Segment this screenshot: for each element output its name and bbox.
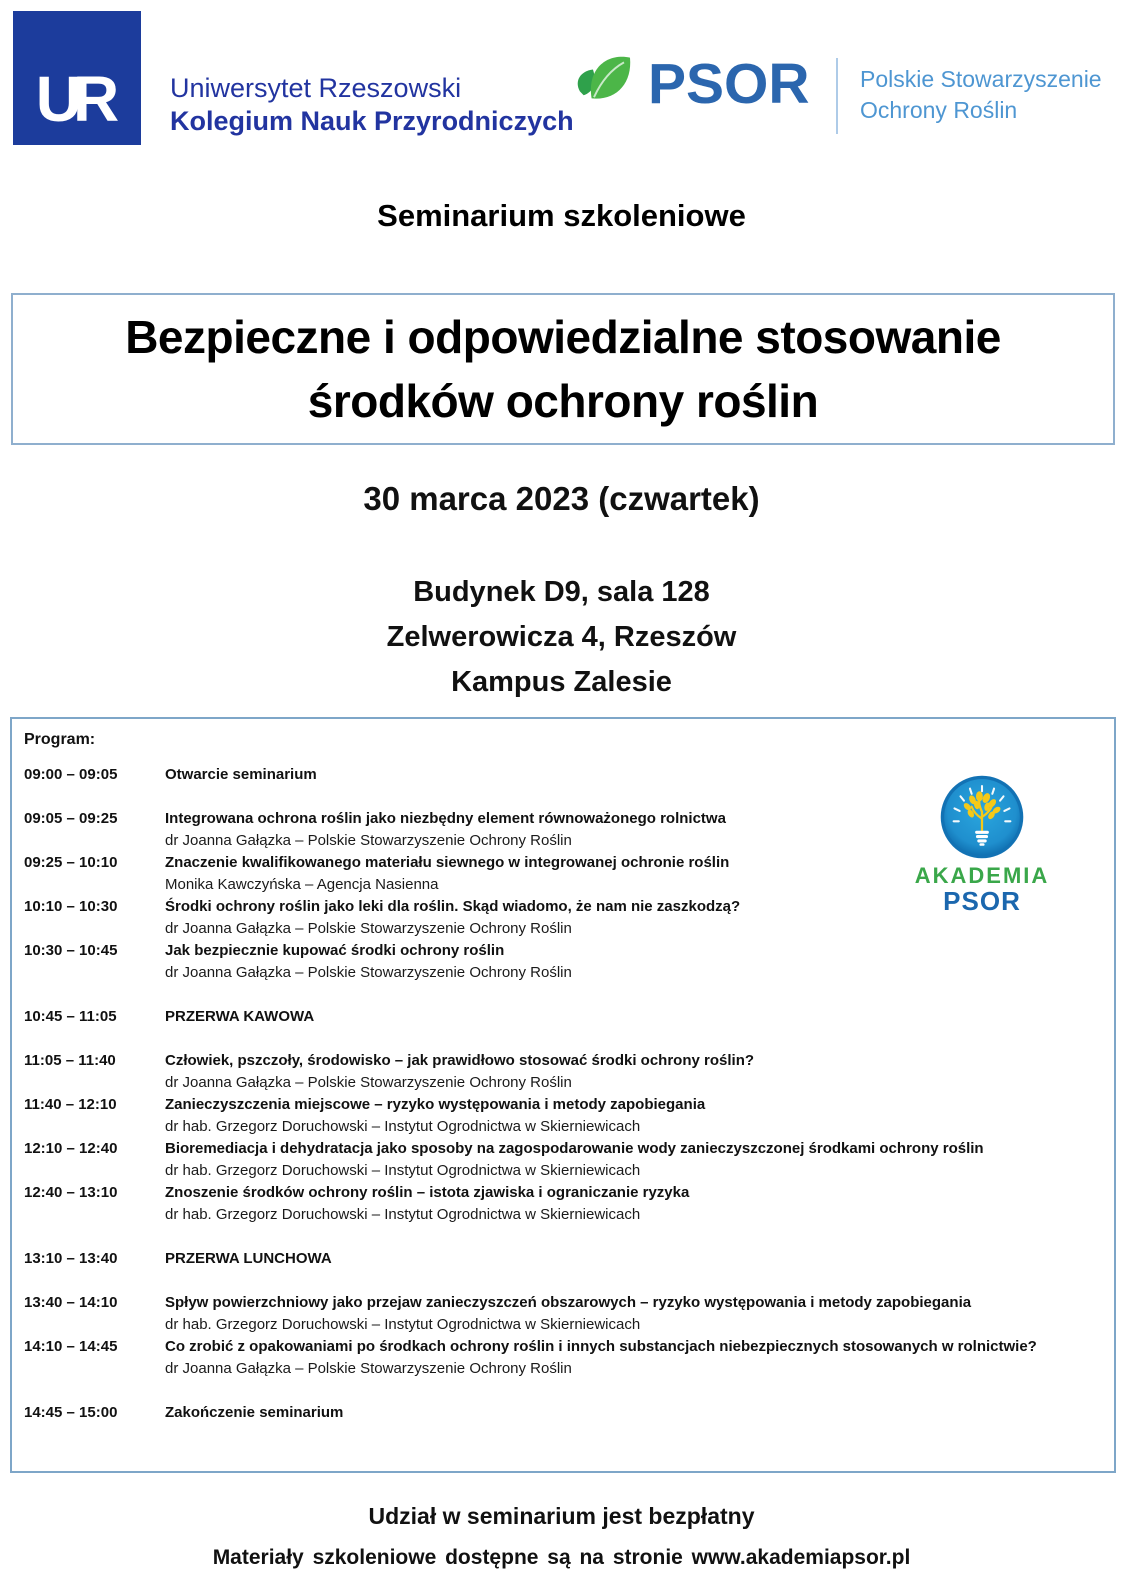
program-item — [24, 1292, 1106, 1336]
program-item-title: Znoszenie środków ochrony roślin – istota zjawiska i ograniczanie ryzyka — [165, 1184, 690, 1201]
program-item — [24, 1182, 1106, 1226]
location-building: Budynek D9, sala 128 — [413, 576, 710, 608]
program-item-time: 09:00 – 09:05 — [24, 766, 118, 783]
seminar-title: Bezpieczne i odpowiedzialne stosowanie środków ochrony roślin — [125, 311, 1001, 427]
program-item-speaker: dr Joanna Gałązka – Polskie Stowarzyszenie Ochrony Roślin — [165, 1074, 572, 1091]
program-item-title: Znaczenie kwalifikowanego materiału siewnego w integrowanej ochronie roślin — [165, 854, 730, 871]
psor-wordmark: PSOR — [648, 52, 810, 116]
program-item-speaker: dr hab. Grzegorz Doruchowski – Instytut Ogrodnictwa w Skierniewicach — [165, 1316, 641, 1333]
program-item-speaker: dr hab. Grzegorz Doruchowski – Instytut Ogrodnictwa w Skierniewicach — [165, 1206, 641, 1223]
program-item — [24, 1138, 1106, 1182]
program-item-speaker: dr Joanna Gałązka – Polskie Stowarzyszenie Ochrony Roślin — [165, 832, 572, 849]
program-item-time: 10:10 – 10:30 — [24, 898, 118, 915]
akademia-wordmark: AKADEMIA — [914, 863, 1050, 888]
program-item-time: 11:40 – 12:10 — [24, 1096, 117, 1113]
program-item-title: Co zrobić z opakowaniami po środkach ochrony roślin i innych substancjach niebezpiecznych stosowanych w rolnictwie? — [165, 1338, 1037, 1355]
program-item-time: 09:25 – 10:10 — [24, 854, 118, 871]
university-name: Uniwersytet Rzeszowski — [170, 73, 462, 103]
program-item-title: Jak bezpiecznie kupować środki ochrony roślin — [165, 942, 505, 959]
location-campus: Kampus Zalesie — [451, 666, 672, 698]
psor-leaf-icon — [570, 48, 642, 120]
seminar-date: 30 marca 2023 (czwartek) — [363, 480, 760, 517]
program-item-speaker: dr Joanna Gałązka – Polskie Stowarzyszenie Ochrony Roślin — [165, 920, 572, 937]
program-item-speaker: dr Joanna Gałązka – Polskie Stowarzyszenie Ochrony Roślin — [165, 964, 572, 981]
program-item — [24, 940, 1106, 984]
program-item-time: 13:10 – 13:40 — [24, 1250, 118, 1267]
program-item-title: Integrowana ochrona roślin jako niezbędny element równoważonego rolnictwa — [165, 810, 726, 827]
program-item-time: 14:10 – 14:45 — [24, 1338, 118, 1355]
program-item-time: 14:45 – 15:00 — [24, 1404, 118, 1421]
program-item-title: PRZERWA LUNCHOWA — [165, 1250, 332, 1267]
psor-name-line1: Polskie Stowarzyszenie — [860, 66, 1102, 92]
header-divider — [836, 58, 838, 134]
program-item-title: Człowiek, pszczoły, środowisko – jak prawidłowo stosować środki ochrony roślin? — [165, 1052, 755, 1069]
program-box — [10, 717, 1116, 1473]
program-item-title: Otwarcie seminarium — [165, 766, 317, 783]
university-name-block — [170, 72, 574, 138]
program-item-time: 09:05 – 09:25 — [24, 810, 118, 827]
program-item-time: 12:10 – 12:40 — [24, 1140, 118, 1157]
program-item-title: Środki ochrony roślin jako leki dla roślin. Skąd wiadomo, że nam nie zaszkodzą? — [165, 898, 741, 915]
program-item-title: Spływ powierzchniowy jako przejaw zanieczyszczeń obszarowych – ryzyko występowania i metody zapobiegania — [165, 1294, 972, 1311]
program-item-time: 10:30 – 10:45 — [24, 942, 118, 959]
akademia-psor-logo — [892, 774, 1072, 914]
location-street: Zelwerowicza 4, Rzeszów — [386, 621, 737, 653]
university-college: Kolegium Nauk Przyrodniczych — [170, 106, 574, 136]
ur-logo — [13, 11, 141, 145]
program-item-title: PRZERWA KAWOWA — [165, 1008, 315, 1025]
footer-free-participation: Udział w seminarium jest bezpłatny — [368, 1503, 755, 1529]
program-item — [24, 1402, 1106, 1424]
program-label: Program: — [24, 731, 96, 748]
program-item-time: 12:40 – 13:10 — [24, 1184, 118, 1201]
program-item-time: 10:45 – 11:05 — [24, 1008, 117, 1025]
program-item-speaker: dr hab. Grzegorz Doruchowski – Instytut Ogrodnictwa w Skierniewicach — [165, 1162, 641, 1179]
program-item-title: Bioremediacja i dehydratacja jako sposoby na zagospodarowanie wody zanieczyszczonej środkami ochrony roślin — [165, 1140, 984, 1157]
program-item-break — [24, 1248, 1106, 1270]
program-item — [24, 1050, 1106, 1094]
footer-materials-url: Materiały szkoleniowe dostępne są na stronie www.akademiapsor.pl — [212, 1546, 911, 1569]
program-item — [24, 1336, 1106, 1380]
program-item — [24, 1094, 1106, 1138]
program-item-speaker: Monika Kawczyńska – Agencja Nasienna — [165, 876, 439, 893]
program-item-time: 13:40 – 14:10 — [24, 1294, 118, 1311]
program-item-speaker: dr hab. Grzegorz Doruchowski – Instytut Ogrodnictwa w Skierniewicach — [165, 1118, 641, 1135]
program-item-title: Zakończenie seminarium — [165, 1404, 344, 1421]
program-item-break — [24, 1006, 1106, 1028]
akademia-bulb-icon — [939, 774, 1025, 860]
program-item-title: Zanieczyszczenia miejscowe – ryzyko występowania i metody zapobiegania — [165, 1096, 706, 1113]
title-box — [11, 293, 1115, 445]
psor-name-line2: Ochrony Roślin — [860, 97, 1018, 123]
ur-monogram: UR — [35, 63, 111, 135]
program-item-speaker: dr Joanna Gałązka – Polskie Stowarzyszenie Ochrony Roślin — [165, 1360, 572, 1377]
seminar-type-heading: Seminarium szkoleniowe — [377, 198, 746, 233]
akademia-psor-wordmark: PSOR — [943, 886, 1021, 916]
program-item-time: 11:05 – 11:40 — [24, 1052, 116, 1069]
seminar-location — [0, 570, 1123, 705]
psor-name-block — [860, 64, 1102, 126]
